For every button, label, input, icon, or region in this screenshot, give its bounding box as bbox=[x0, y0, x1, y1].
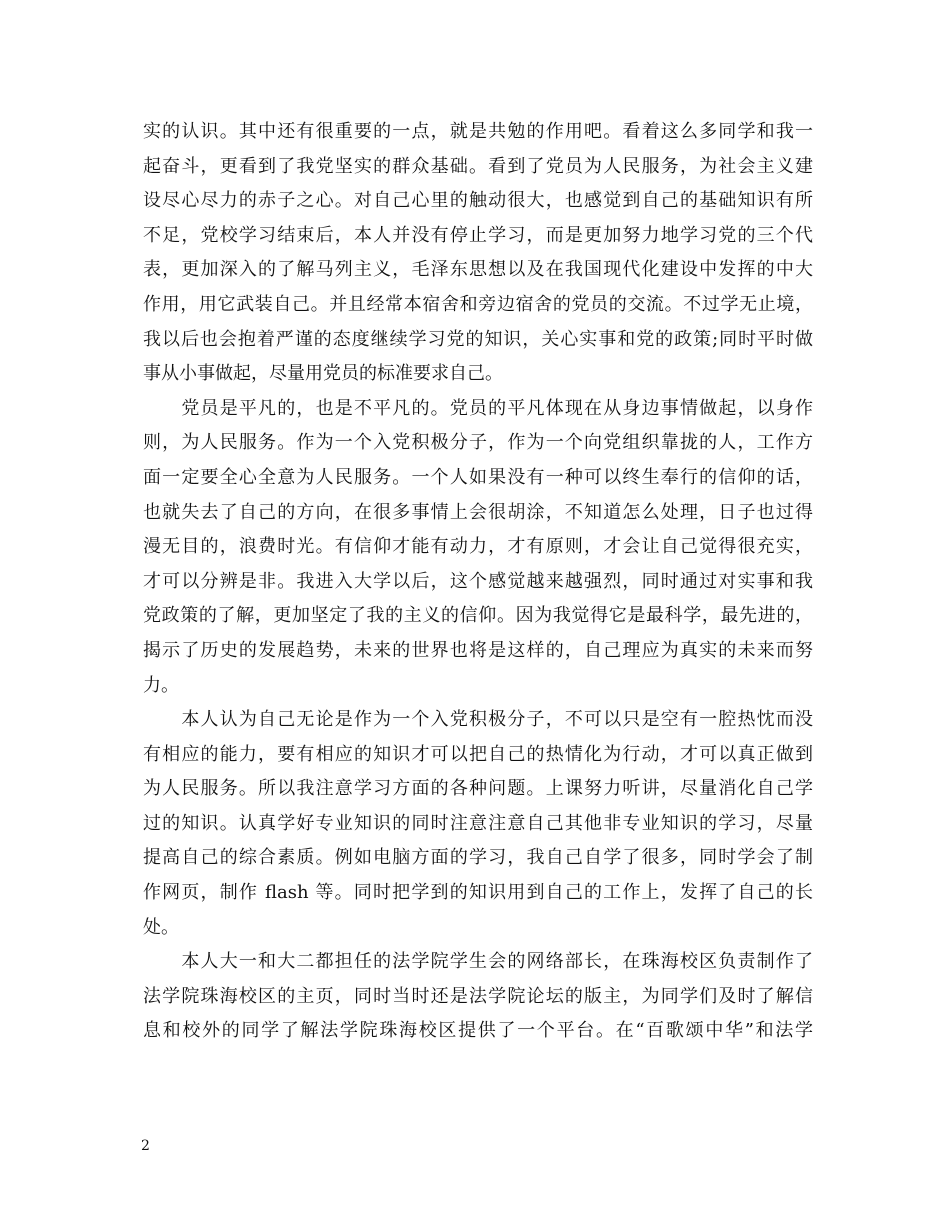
text-line: 实的认识。其中还有很重要的一点，就是共勉的作用吧。看着这么多同学和我一 bbox=[143, 121, 813, 142]
text-line: 提高自己的综合素质。例如电脑方面的学习，我自己自学了很多，同时学会了制 bbox=[143, 847, 813, 869]
text-line: 则，为人民服务。作为一个入党积极分子，作为一个向党组织靠拢的人，工作方 bbox=[143, 432, 813, 454]
text-line: 作网页，制作 flash 等。同时把学到的知识用到自己的工作上，发挥了自己的长 bbox=[143, 882, 813, 904]
text-line: 法学院珠海校区的主页，同时当时还是法学院论坛的版主，为同学们及时了解信 bbox=[143, 985, 813, 1007]
text-line: 表，更加深入的了解马列主义，毛泽东思想以及在我国现代化建设中发挥的中大 bbox=[143, 259, 813, 281]
text-line: 才可以分辨是非。我进入大学以后，这个感觉越来越强烈，同时通过对实事和我 bbox=[143, 570, 813, 592]
text-line: 揭示了历史的发展趋势，未来的世界也将是这样的，自己理应为真实的未来而努 bbox=[143, 639, 813, 661]
text-line: 作用，用它武装自己。并且经常本宿舍和旁边宿舍的党员的交流。不过学无止境， bbox=[143, 293, 813, 315]
text-line: 也就失去了自己的方向，在很多事情上会很胡涂，不知道怎么处理，日子也过得 bbox=[143, 501, 813, 523]
text-line: 面一定要全心全意为人民服务。一个人如果没有一种可以终生奉行的信仰的话， bbox=[143, 466, 813, 488]
text-line: 本人大一和大二都担任的法学院学生会的网络部长，在珠海校区负责制作了 bbox=[143, 951, 813, 973]
body-text bbox=[143, 115, 813, 1049]
text-line: 起奋斗，更看到了我党坚实的群众基础。看到了党员为人民服务，为社会主义建 bbox=[143, 155, 813, 177]
text-line: 本人认为自己无论是作为一个入党积极分子，不可以只是空有一腔热忱而没 bbox=[143, 709, 813, 731]
text-line: 处。 bbox=[143, 916, 179, 938]
text-line: 过的知识。认真学好专业知识的同时注意注意自己其他非专业知识的学习，尽量 bbox=[143, 812, 813, 834]
text-line: 力。 bbox=[143, 674, 179, 696]
page-number: 2 bbox=[141, 1138, 150, 1154]
text-line: 事从小事做起，尽量用党员的标准要求自己。 bbox=[143, 363, 503, 385]
text-line: 息和校外的同学了解法学院珠海校区提供了一个平台。在“百歌颂中华”和法学 bbox=[143, 1020, 813, 1042]
text-line: 党员是平凡的，也是不平凡的。党员的平凡体现在从身边事情做起，以身作 bbox=[143, 397, 813, 419]
text-line: 不足，党校学习结束后，本人并没有停止学习，而是更加努力地学习党的三个代 bbox=[143, 224, 813, 246]
text-line: 设尽心尽力的赤子之心。对自己心里的触动很大，也感觉到自己的基础知识有所 bbox=[143, 190, 813, 212]
text-line: 党政策的了解，更加坚定了我的主义的信仰。因为我觉得它是最科学，最先进的， bbox=[143, 605, 813, 627]
text-line: 我以后也会抱着严谨的态度继续学习党的知识，关心实事和党的政策;同时平时做 bbox=[143, 328, 813, 350]
text-line: 为人民服务。所以我注意学习方面的各种问题。上课努力听讲，尽量消化自己学 bbox=[143, 778, 813, 800]
text-line: 漫无目的，浪费时光。有信仰才能有动力，才有原则，才会让自己觉得很充实， bbox=[143, 536, 813, 558]
text-line: 有相应的能力，要有相应的知识才可以把自己的热情化为行动，才可以真正做到 bbox=[143, 743, 813, 765]
